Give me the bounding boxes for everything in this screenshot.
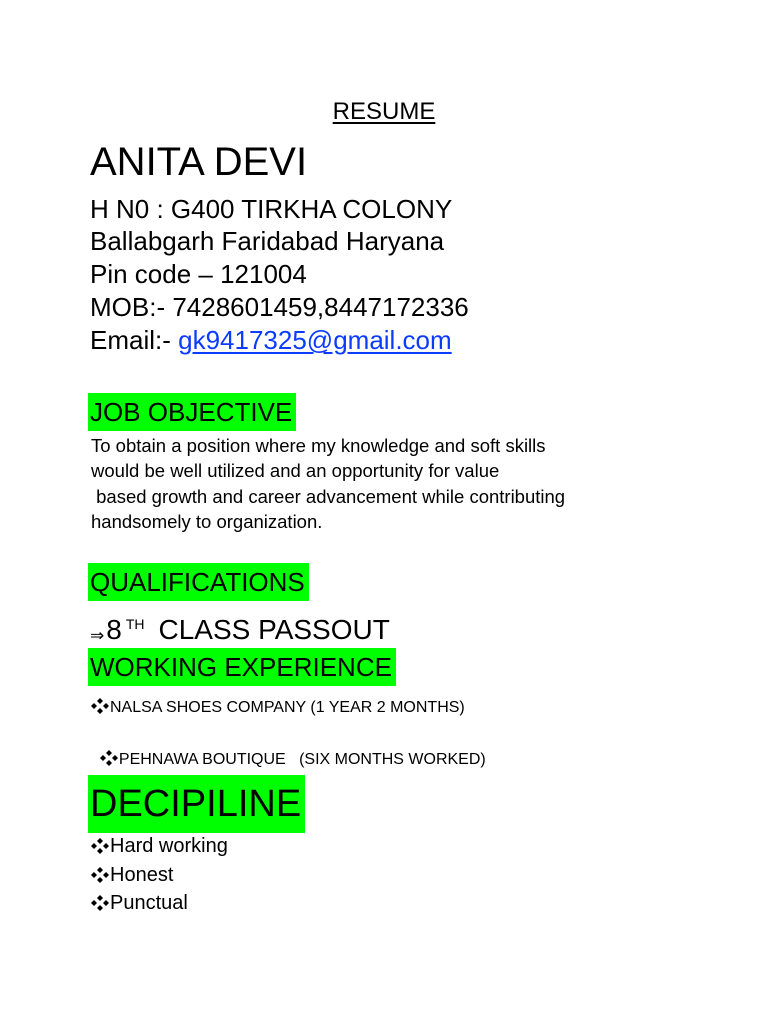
job-objective-heading: JOB OBJECTIVE xyxy=(88,393,296,431)
discipline-text: Hard working xyxy=(110,835,228,857)
objective-line: would be well utilized and an opportunity for value xyxy=(91,460,500,482)
experience-text: NALSA SHOES COMPANY (1 YEAR 2 MONTHS) xyxy=(110,699,465,716)
qualifications-heading: QUALIFICATIONS xyxy=(88,563,309,601)
diamond-cluster-icon xyxy=(99,749,119,767)
address-line-1: H N0 : G400 TIRKHA COLONY xyxy=(90,194,453,224)
experience-item xyxy=(90,697,465,719)
objective-line: handsomely to organization. xyxy=(91,510,323,532)
class-number: 8 xyxy=(106,614,122,645)
discipline-heading: DECIPILINE xyxy=(88,775,305,833)
job-objective-section xyxy=(88,393,296,431)
discipline-item xyxy=(90,861,173,889)
qualifications-section xyxy=(88,563,309,601)
discipline-section xyxy=(88,775,305,833)
experience-text: PEHNAWA BOUTIQUE (SIX MONTHS WORKED) xyxy=(118,751,486,768)
discipline-item xyxy=(90,832,228,860)
diamond-cluster-icon xyxy=(90,697,110,715)
experience-section xyxy=(88,648,396,686)
diamond-cluster-icon xyxy=(90,894,110,912)
email-label: Email:- xyxy=(90,325,179,355)
candidate-name: ANITA DEVI xyxy=(90,140,308,184)
class-text: CLASS PASSOUT xyxy=(158,614,390,645)
pincode-line: Pin code – 121004 xyxy=(90,259,307,289)
address-line-2: Ballabgarh Faridabad Haryana xyxy=(90,226,445,256)
class-superscript: TH xyxy=(125,616,145,632)
diamond-cluster-icon xyxy=(90,837,110,855)
objective-line: based growth and career advancement while contributing xyxy=(91,485,566,507)
experience-heading: WORKING EXPERIENCE xyxy=(88,648,396,686)
job-objective-text xyxy=(91,433,565,534)
discipline-text: Honest xyxy=(110,864,174,886)
qualification-item xyxy=(90,606,390,654)
double-arrow-right-icon: ⇒ xyxy=(90,626,105,645)
objective-line: To obtain a position where my knowledge and soft skills xyxy=(91,435,546,456)
experience-item xyxy=(90,727,486,771)
diamond-cluster-icon xyxy=(90,866,110,884)
mobile-line: MOB:- 7428601459,8447172336 xyxy=(90,292,469,322)
email-line xyxy=(90,324,452,356)
discipline-item xyxy=(90,889,188,917)
email-link[interactable]: gk9417325@gmail.com xyxy=(178,325,452,355)
discipline-text: Punctual xyxy=(110,892,188,914)
document-title: RESUME xyxy=(332,98,436,125)
